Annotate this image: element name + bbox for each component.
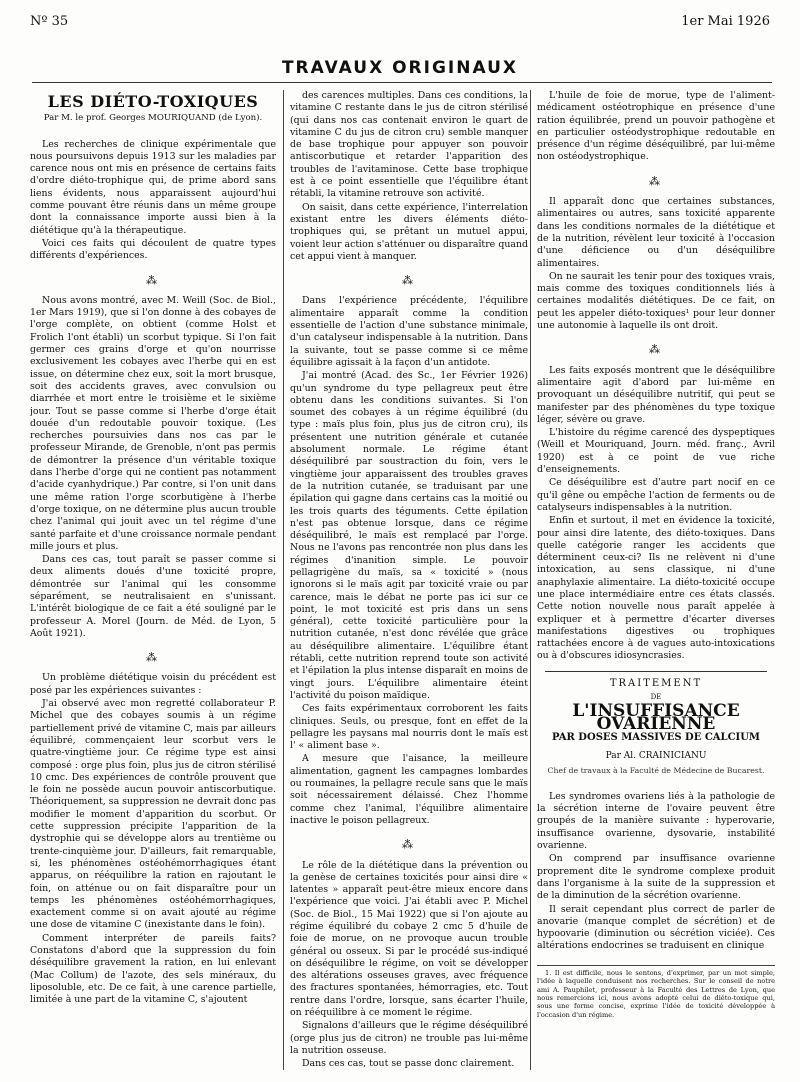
- paragraph: J'ai observé avec mon regretté collaborateur P. Michel que des cobayes soumis à un régime partiellement privé de vitamine C, mais par ailleurs équilibré, commençaient leur scorbut vers le quatre-vingtième jour. Ce régime type est ainsi composé : orge plus foin, plus jus de citron stérilisé 10 cmc. Des expériences de contrôle prouvent que le foin ne possède aucun pouvoir antiscorbutique. Théoriquement, sa suppression ne devrait donc pas modifier le moment d'apparition du scorbut. Or cette suppression précipite l'apparition de la dystrophie qui se développe alors au trentième ou trente-cinquième jour. D'ailleurs, fait remarquable, si, les phénomènes ostéohémorrhagiques étant apparus, on rééquilibre la ration en rajoutant le foin, on atténue ou on fait disparaître pour un temps les phénomènes ostéohémorrhagiques, exactement comme si on avait ajouté au régime une dose de vitamine C (inexistante dans le foin).: [30, 698, 276, 931]
- paragraph: Nous avons montré, avec M. Weill (Soc. de Biol., 1er Mars 1919), que si l'on donne à des cobayes de l'orge complète, on obtient (comme Holst et Frolich l'ont établi) un scorbut typique. Si l'on fait germer ces grains d'orge et qu'on nourrisse exclusivement les cobayes avec l'herbe qui en est issue, on détermine chez eux, soit la mort brusque, soit des accidents graves, avec convulsion ou diarrhée et mort entre le troisième et le sixième jour. Tout se passe comme si l'herbe d'orge était douée d'un redoutable pouvoir toxique. (Les recherches poursuivies dans nos cas par le professeur Mirande, de Grenoble, n'ont pas permis de démontrer la présence d'un véritable toxique dans l'herbe d'orge qui ne contient pas notamment d'acide cyanhydrique.) Par contre, si l'on unit dans une même ration l'orge scorbutigène à l'herbe d'orge toxique, on ne détermine plus aucun trouble chez l'animal qui jouit avec un tel régime d'une santé parfaite et d'une croissance normale pendant mille jours et plus.: [30, 294, 276, 552]
- section-title: TRAVAUX ORIGINAUX: [281, 58, 519, 78]
- column-1: [30, 90, 276, 1070]
- article2-affiliation: Chef de travaux à la Faculté de Médecine de Bucarest.: [547, 765, 765, 775]
- paragraph: L'histoire du régime carencé des dyspeptiques (Weill et Mouriquand, Journ. méd. franç., Avril 1920) est à ce point de vue riche d'enseignements.: [537, 427, 775, 476]
- article2-body: [537, 791, 775, 953]
- column-1-body: [30, 139, 276, 1007]
- paragraph: Enfin et surtout, il met en évidence la toxicité, pour ainsi dire latente, des diéto-toxiques. Dans quelle catégorie ranger les accidents que déterminent ceux-ci? Ils ne relèvent ni d'une intoxication, au sens classique, ni d'une anaphylaxie alimentaire. La diéto-toxicité occupe une place intermédiaire entre ces états classés. Cette notion nouvelle nous paraît appelée à expliquer et à permettre d'écarter diverses manifestations digestives ou trophiques rattachées encore à de vagues auto-intoxications ou à d'obscures idiosyncrasies.: [537, 515, 775, 662]
- paragraph: Il serait cependant plus correct de parler de anovarie (manque complet de sécrétion) et de hypoovarie (diminution ou sécrétion viciée). Ces altérations endocrines se traduisent en clinique: [537, 903, 775, 952]
- column-3-body: [537, 90, 775, 663]
- article2-byline: Par Al. CRAINICIANU: [605, 751, 707, 762]
- column-3: [530, 90, 775, 1070]
- issue-date: 1er Mai 1926: [681, 14, 770, 29]
- paragraph: Les syndromes ovariens liés à la pathologie de la sécrétion interne de l'ovaire peuvent être groupés de la manière suivante : hyperovarie, insuffisance ovarienne, dysovarie, instabilité ovarienne.: [537, 790, 775, 852]
- paragraph: Signalons d'ailleurs que le régime déséquilibré (orge plus jus de citron) ne trouble pas lui-même la nutrition osseuse.: [290, 1020, 528, 1056]
- header-rule: [32, 82, 772, 83]
- paragraph: Le rôle de la diététique dans la prévention ou la genèse de certaines toxicités pour ainsi dire « latentes » apparaît peut-être mieux encore dans l'expérience que voici. J'ai établi avec P. Michel (Soc. de Biol., 15 Mai 1922) que si l'on ajoute au régime équilibré du cobaye 2 cmc 5 d'huile de foie de morue, on ne provoque aucun trouble général ou osseux. Si par le procédé sus-indiqué on déséquilibre le régime, on voit se développer des altérations osseuses graves, avec fréquence des fractures spontanées, hémorragies, etc. Tout rentre dans l'ordre, lorsque, sans écarter l'huile, on rééquilibre à ce moment le régime.: [290, 859, 528, 1019]
- footnote-text: 1. Il est difficile, nous le sentons, d'exprimer, par un mot simple, l'idée à laquelle conduisent nos recherches. Sur le conseil de notre ami A. Pauphilet, professeur à la Faculté des Lettres de Lyon, que nous remercions ici, nous avons adopté celui de diéto-toxique qui, sous une forme concise, exprime l'idée de toxicité développée à l'occasion d'un régime.: [537, 968, 775, 1019]
- column-2-body: [290, 90, 528, 1070]
- paragraph: Dans ces cas, tout paraît se passer comme si deux aliments doués d'une toxicité propre, démontrée sur l'animal qui les consomme séparément, se neutralisaient en s'unissant. L'intérêt biologique de ce fait a été souligné par le professeur A. Morel (Journ. de Méd. de Lyon, 5 Août 1921).: [30, 554, 276, 639]
- paragraph: Un problème diététique voisin du précédent est posé par les expériences suivantes :: [30, 672, 276, 696]
- paragraph: des carences multiples. Dans ces conditions, la vitamine C restante dans le jus de citron stérilisé (qui dans nos cas contenait environ le quart de vitamine C du jus de citron cru) semble manquer de base trophique pour appuyer son pouvoir antiscorbutique et retarder l'apparition des troubles de l'avitaminose. Cette base trophique est à ce point essentielle que l'équilibre étant rétabli, la vitamine retrouve son activité.: [290, 90, 528, 200]
- paragraph: Dans l'expérience précédente, l'équilibre alimentaire apparaît comme la condition essentielle de l'action d'une substance minimale, d'un catalyseur indispensable à la nutrition. Dans la suivante, tout se passe comme si ce même équilibre agissait à la façon d'un antidote.: [290, 295, 528, 368]
- paragraph: L'huile de foie de morue, type de l'aliment-médicament ostéotrophique en présence d'une ration équilibrée, prend un pouvoir pathogène et en particulier ostéodystrophique redoutable en présence d'un régime déséquilibré, par lui-même non ostéodystrophique.: [537, 90, 775, 163]
- paragraph: On ne saurait les tenir pour des toxiques vrais, mais comme des toxiques conditionnels liés à certaines modalités diététiques. De ce fait, on peut les appeler diéto-toxiques¹ pour leur donner une autonomie à laquelle ils ont droit.: [537, 270, 775, 332]
- asterism-divider: ⁂: [402, 274, 416, 288]
- article2-title: L'INSUFFISANCE OVARIENNE: [572, 701, 740, 734]
- paragraph: On saisit, dans cette expérience, l'interrelation existant entre les divers éléments diéto-trophiques qui, se prêtant un mutuel appui, voient leur action s'atténuer ou disparaître quand cet appui vient à manquer.: [290, 201, 528, 262]
- paragraph: J'ai montré (Acad. des Sc., 1er Février 1926) qu'un syndrome du type pellagreux peut être obtenu dans les conditions suivantes. Si l'on soumet des cobayes à un régime équilibré (du type : maïs plus foin, plus jus de citron cru), ils présentent une nutrition générale et cutanée absolument normale. Le régime étant déséquilibré par soustraction du foin, vers le vingtième jour apparaissent des troubles graves de la nutrition cutanée, se traduisant par une épilation qui gagne dans certains cas la moitié ou les trois quarts des téguments. Cette épilation n'est pas obtenue lorsque, dans ce régime déséquilibré, le maïs est remplacé par l'orge. Nous ne l'avons pas rencontrée non plus dans les régimes d'inanition simple. Le pouvoir pellagrigène du maïs, sa « toxicité » (nous ignorons si le maïs agit par toxicité vraie ou par carence, mais le débat ne porte pas ici sur ce point, le mot toxicité est pris dans un sens général), cette toxicité particulière pour la nutrition cutanée, n'est donc révélée que grâce au déséquilibre alimentaire. L'équilibre étant rétabli, cette nutrition reprend toute son activité et l'épilation la plus intense disparaît en moins de vingt jours. L'équilibre alimentaire éteint l'activité du poison maïdique.: [290, 370, 528, 701]
- article2-subtitle: PAR DOSES MASSIVES DE CALCIUM: [551, 731, 761, 743]
- paragraph: Voici ces faits qui découlent de quatre types différents d'expériences.: [30, 237, 276, 262]
- column-2: [283, 90, 528, 1070]
- footnote: [537, 965, 775, 1019]
- article-separator: [545, 671, 767, 672]
- asterism-divider: ⁂: [146, 273, 160, 287]
- paragraph: On comprend par insuffisance ovarienne proprement dite le syndrome complexe produit dans l'organisme à la suite de la suppression et de la diminution de la sécrétion ovarienne.: [537, 853, 775, 902]
- asterism-divider: ⁂: [146, 651, 160, 665]
- paragraph: Comment interpréter de pareils faits? Constatons d'abord que la suppression du foin déséquilibre gravement la ration, en lui enlevant (Mac Collum) de l'azote, des sels minéraux, du liposoluble, etc. De ce fait, à une carence partielle, limitée à une part de la vitamine C, s'ajoutent: [30, 932, 276, 1006]
- paragraph: Les faits exposés montrent que le déséquilibre alimentaire agit d'abord par lui-même en provoquant un déséquilibre nutritif, qui peut se manifester par des phénomènes du type toxique léger, sévère ou grave.: [537, 364, 775, 425]
- paragraph: Ces faits expérimentaux corroborent les faits cliniques. Seuls, ou presque, font en effet de la pellagre les paysans mal nourris dont le maïs est l' « aliment base ».: [290, 703, 528, 752]
- asterism-divider: ⁂: [402, 838, 416, 852]
- asterism-divider: ⁂: [649, 174, 663, 188]
- paragraph: Dans ces cas, tout se passe donc clairement.: [302, 1058, 515, 1070]
- article2-title-line2: DE: [650, 693, 662, 702]
- asterism-divider: ⁂: [649, 343, 663, 357]
- article2-title-line1: TRAITEMENT: [609, 677, 703, 689]
- article-title: LES DIÉTO-TOXIQUES: [47, 92, 259, 111]
- issue-number: Nº 35: [30, 14, 69, 29]
- paragraph: Il apparaît donc que certaines substances, alimentaires ou autres, sans toxicité apparente dans les conditions normales de la diététique et de la nutrition, révèlent leur toxicité à l'occasion d'une déficience ou d'un déséquilibre alimentaires.: [537, 196, 775, 269]
- paragraph: Les recherches de clinique expérimentale que nous poursuivons depuis 1913 sur les maladies par carence nous ont mis en présence de certains faits d'ordre diéto-trophique qui, de prime abord sans liens évidents, nous apparaissent aujourd'hui comme pouvant être réunis dans un même groupe dont la connaissance importe aussi bien à la diététique qu'à la thérapeutique.: [30, 138, 276, 236]
- article-byline: Par M. le prof. Georges MOURIQUAND (de Lyon).: [43, 113, 263, 124]
- paragraph: Ce déséquilibre est d'autre part nocif en ce qu'il gêne ou empêche l'action de ferments ou de catalyseurs indispensables à la nutrition.: [537, 477, 775, 513]
- paragraph: A mesure que l'aisance, la meilleure alimentation, gagnent les campagnes lombardes ou roumaines, la pellagre recule sans que le maïs soit nécessairement délaissé. Chez l'homme comme chez l'animal, l'équilibre alimentaire inactive le poison pellagreux.: [290, 753, 528, 826]
- page-header: [30, 14, 770, 34]
